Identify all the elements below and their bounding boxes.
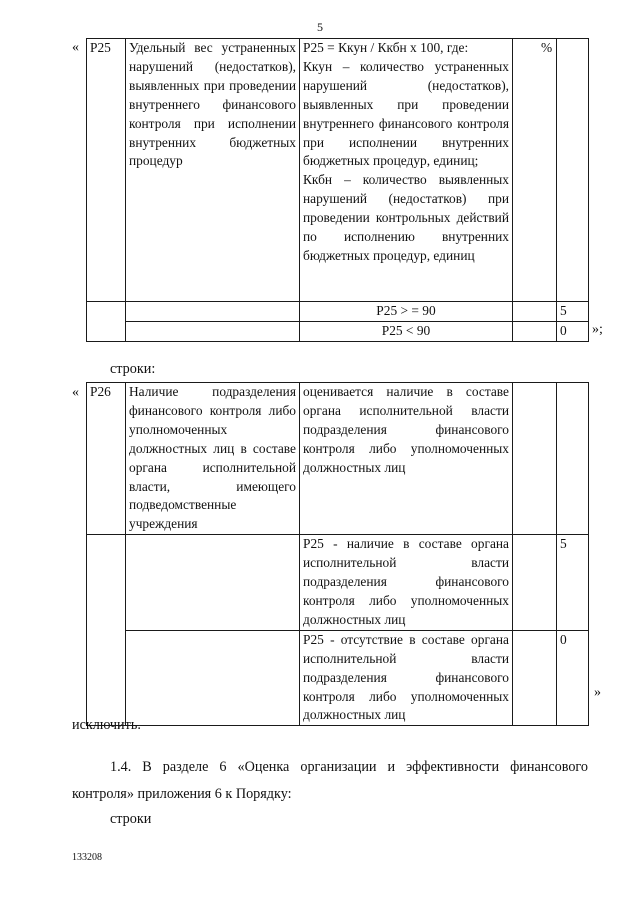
table1-empty-name-2 — [126, 321, 300, 341]
table2-empty-name-1 — [126, 535, 300, 631]
table2-cond1: Р25 - наличие в составе органа исполнительной власти подразделения финансового контроля либо уполномоченных должностных лиц — [300, 535, 513, 631]
table2-score2: 0 — [557, 630, 589, 726]
table1-cond2: Р25 < 90 — [300, 321, 513, 341]
table1-formula: Р25 = Ккун / Ккбн х 100, где: — [303, 40, 469, 55]
table1-formula-cell — [300, 39, 513, 302]
table2-empty-name-2 — [126, 630, 300, 726]
table2-score1: 5 — [557, 535, 589, 631]
table1-def2: Ккбн – количество выявленных нарушений (недостатков) при проведении контрольных действий по исполнению внутренних бюджетных процедур, единиц — [303, 172, 509, 263]
paragraph-1-4: 1.4. В разделе 6 «Оценка организации и эффективности финансового контроля» приложения 6 к Порядку: — [72, 759, 588, 802]
table1-score1: 5 — [557, 302, 589, 322]
table2-empty-unit-2 — [513, 630, 557, 726]
table1-open-quote: « — [72, 40, 79, 55]
table2-empty — [557, 383, 589, 535]
table1-empty-name-1 — [126, 302, 300, 322]
indicator-table-p25 — [86, 38, 589, 342]
table2-empty-unit-1 — [513, 535, 557, 631]
table2-merged-code-cell — [87, 535, 126, 726]
table2-indicator-name: Наличие подразделения финансового контроля либо уполномоченных должностных лиц в составе органа исполнительной власти, имеющего подведомственные учреждения — [126, 383, 300, 535]
table2-open-quote: « — [72, 385, 79, 400]
page-number: 5 — [317, 20, 323, 34]
table1-def1: Ккун – количество устраненных нарушений (недостатков), выявленных при проведении внутреннего финансового контроля при исполнении внутренних бюджетных процедур, единиц; — [303, 58, 509, 169]
table2-cond2: Р25 - отсутствие в составе органа исполнительной власти подразделения финансового контроля либо уполномоченных должностных лиц — [300, 630, 513, 726]
table1-indicator-name: Удельный вес устраненных нарушений (недостатков), выявленных при проведении внутреннего финансового контроля при исполнении внутренних бюджетных процедур — [126, 39, 300, 302]
table1-empty — [557, 39, 589, 302]
table1-close-quote: »; — [592, 322, 603, 337]
table2-empty-unit — [513, 383, 557, 535]
label-exclude: исключить. — [72, 717, 141, 733]
table2-code: Р26 — [87, 383, 126, 535]
label-rows-2: строки — [110, 811, 152, 827]
label-rows: строки: — [110, 361, 156, 377]
table1-score2: 0 — [557, 321, 589, 341]
footer-code: 133208 — [72, 852, 102, 863]
table2-description: оценивается наличие в составе органа исполнительной власти подразделения финансового контроля либо уполномоченных должностных лиц — [300, 383, 513, 535]
table2-close-quote: » — [594, 685, 601, 700]
table1-merged-code-cell — [87, 302, 126, 342]
table1-empty-unit-1 — [513, 302, 557, 322]
table1-code: Р25 — [87, 39, 126, 302]
indicator-table-p26 — [86, 382, 589, 726]
table1-cond1: Р25 > = 90 — [300, 302, 513, 322]
table1-empty-unit-2 — [513, 321, 557, 341]
table1-unit: % — [513, 39, 557, 302]
